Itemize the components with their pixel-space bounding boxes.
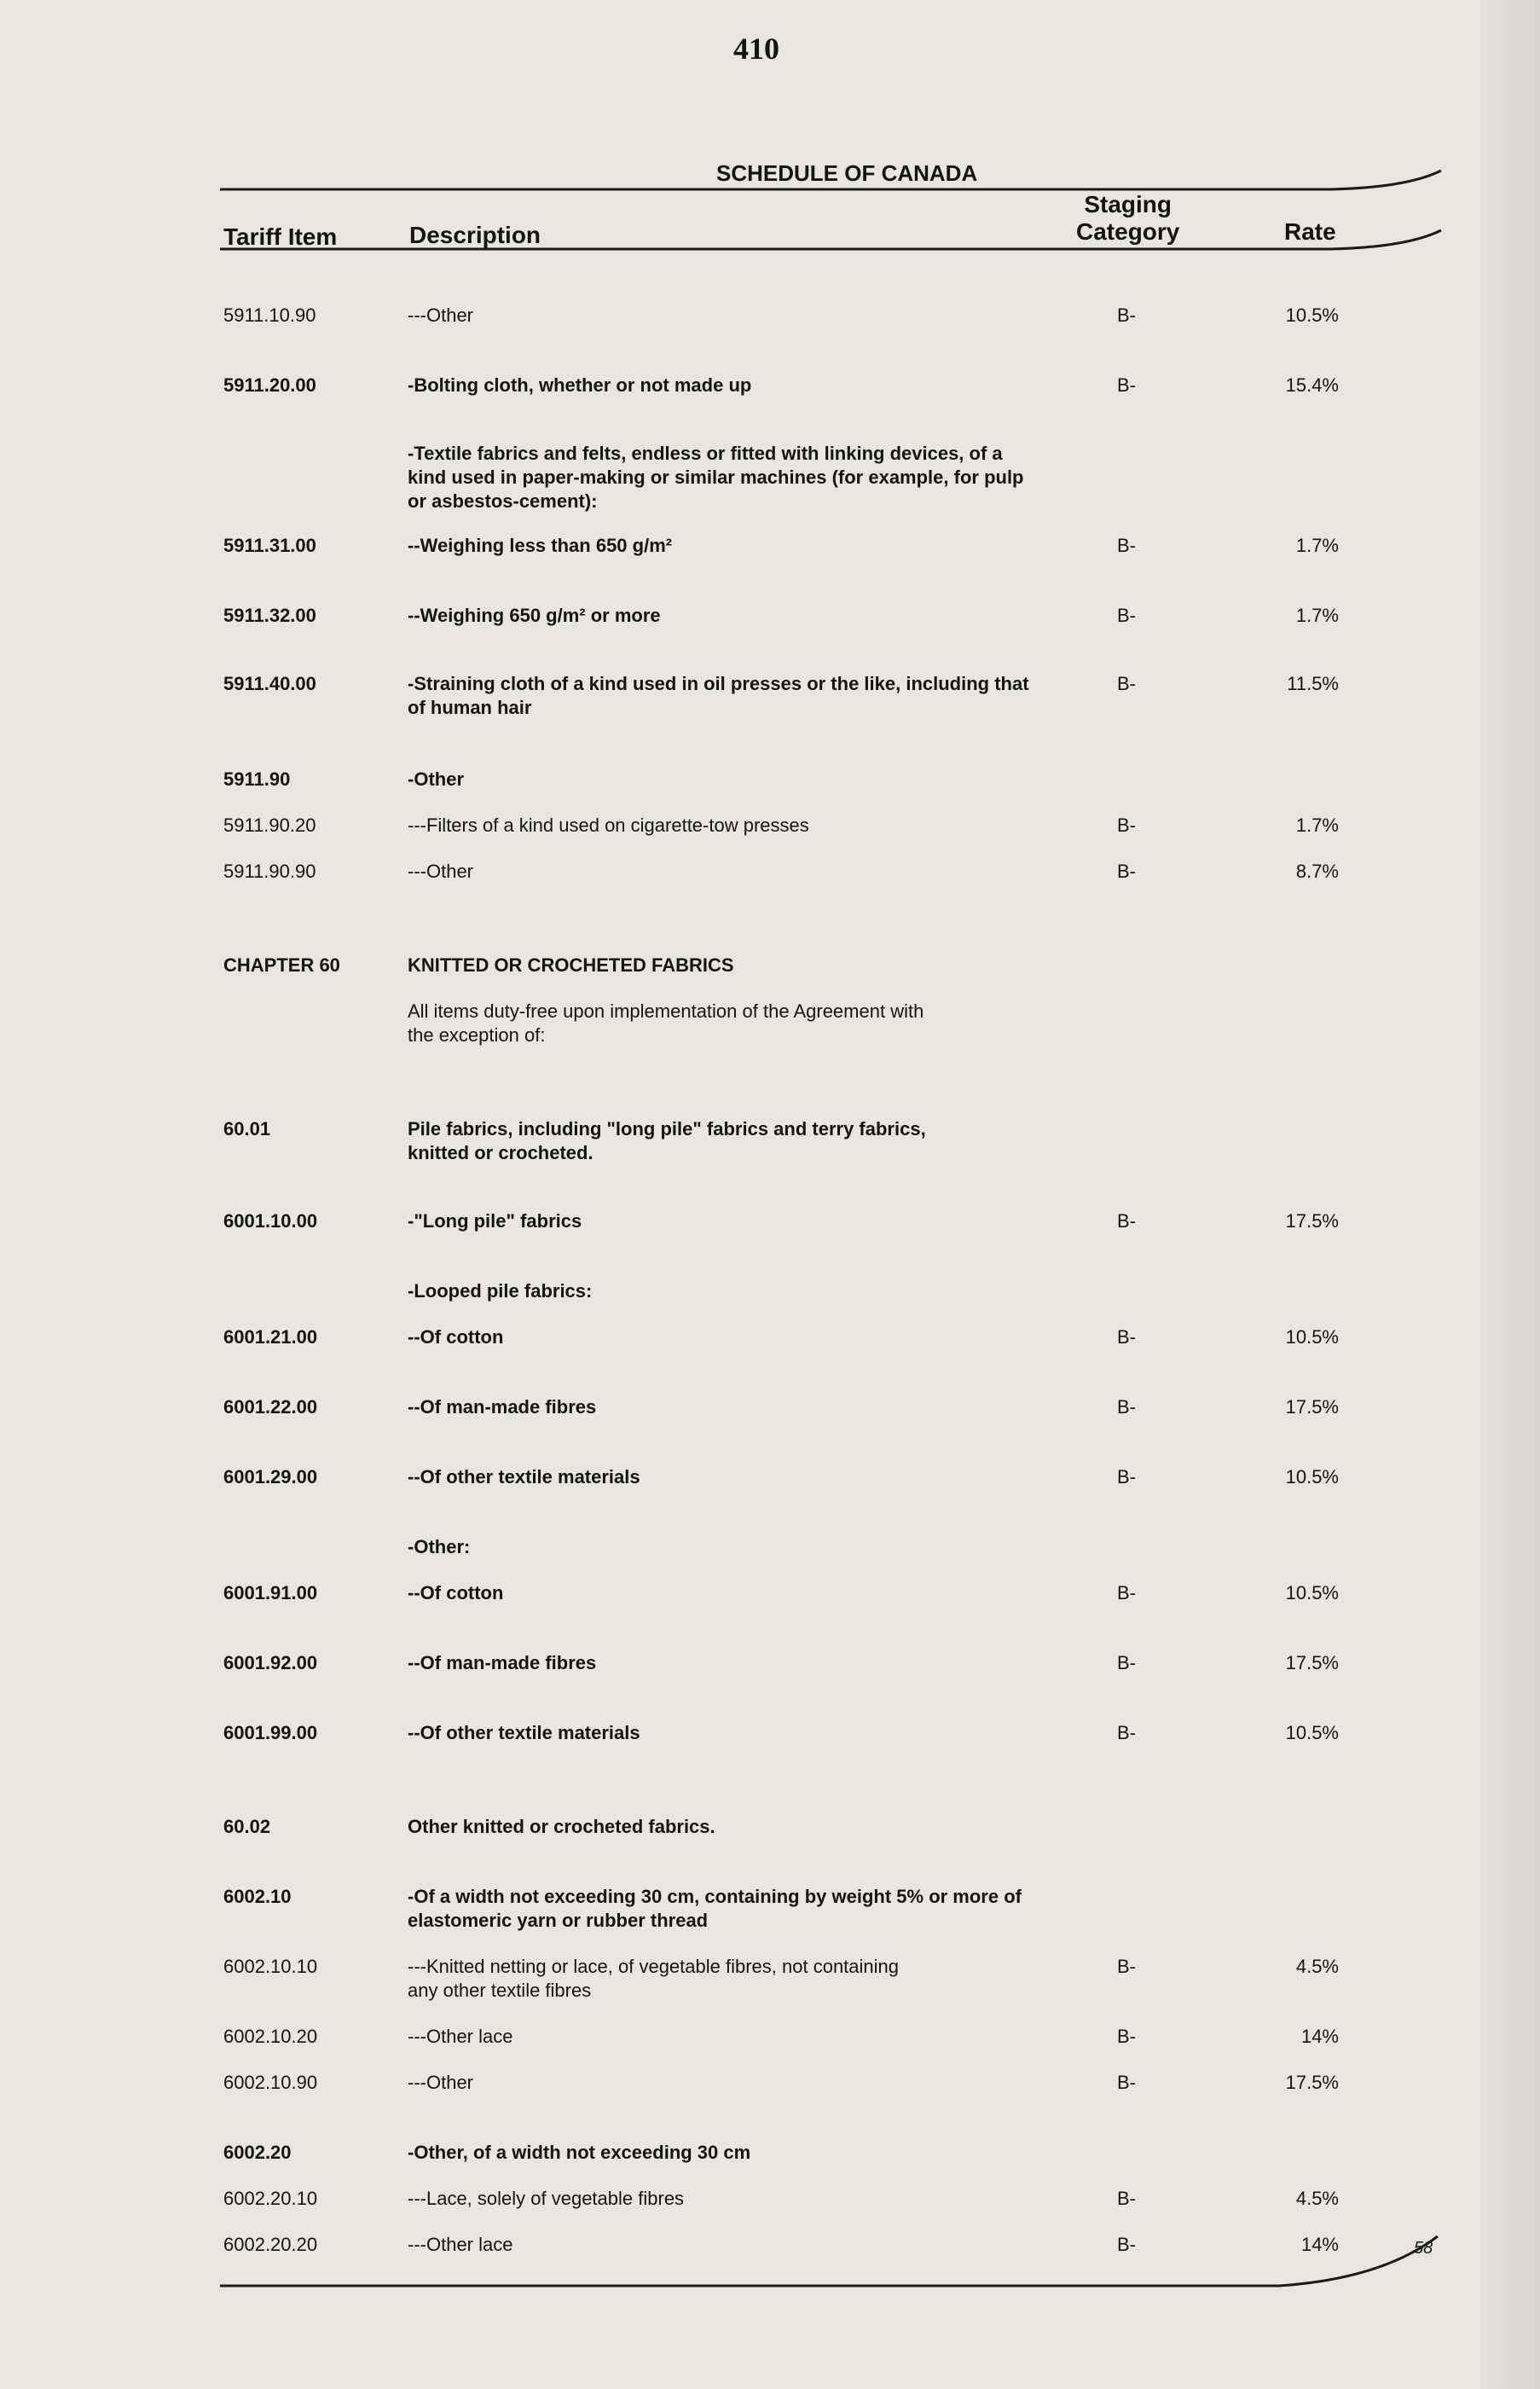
tariff-item: 6002.10.90 bbox=[223, 2072, 318, 2093]
tariff-item: 6001.92.00 bbox=[223, 1652, 318, 1673]
description: --Weighing less than 650 g/m² bbox=[408, 535, 673, 556]
staging-category: B- bbox=[1117, 535, 1136, 556]
tariff-item: 5911.40.00 bbox=[223, 673, 316, 694]
tariff-item: 6001.22.00 bbox=[223, 1396, 318, 1418]
staging-category: B- bbox=[1117, 2188, 1136, 2209]
description: -Textile fabrics and felts, endless or fitted with linking devices, of a kind used in paper-making or similar machines (for example, for pulp or asbestos-cement): bbox=[408, 443, 1024, 512]
staging-category: B- bbox=[1117, 1956, 1136, 1977]
page-number: 410 bbox=[733, 32, 779, 66]
schedule-title: SCHEDULE OF CANADA bbox=[716, 160, 978, 186]
staging-category: B- bbox=[1117, 1652, 1136, 1673]
rate: 10.5% bbox=[1285, 1722, 1339, 1743]
description: --Of other textile materials bbox=[408, 1466, 640, 1487]
table-row bbox=[0, 1885, 1540, 1936]
staging-category: B- bbox=[1117, 2026, 1136, 2047]
table-row bbox=[0, 1815, 1540, 1866]
table-row bbox=[0, 2233, 1540, 2284]
tariff-item: 5911.31.00 bbox=[223, 535, 316, 556]
rate: 4.5% bbox=[1295, 1956, 1339, 1977]
tariff-item: 5911.32.00 bbox=[223, 605, 316, 626]
header-staging-line2: Category bbox=[1076, 218, 1180, 245]
description: -Straining cloth of a kind used in oil presses or the like, including that of human hair bbox=[408, 673, 1029, 718]
table-row bbox=[0, 534, 1540, 585]
rate: 17.5% bbox=[1285, 1396, 1339, 1418]
description: ---Other bbox=[408, 2072, 473, 2093]
chapter-number: CHAPTER 60 bbox=[223, 954, 340, 976]
table-row bbox=[0, 860, 1540, 911]
rate: 4.5% bbox=[1295, 2188, 1339, 2209]
description: -Other bbox=[408, 768, 464, 790]
description: --Of other textile materials bbox=[408, 1722, 640, 1743]
table-row bbox=[0, 1279, 1540, 1331]
tariff-item: 6002.10.10 bbox=[223, 1956, 318, 1977]
description: -Other: bbox=[408, 1536, 471, 1557]
table-row bbox=[0, 1651, 1540, 1702]
rate: 15.4% bbox=[1285, 374, 1339, 396]
tariff-item: 5911.90.20 bbox=[223, 815, 316, 836]
staging-category: B- bbox=[1117, 304, 1136, 326]
table-row bbox=[0, 1721, 1540, 1772]
rate: 1.7% bbox=[1295, 535, 1339, 556]
page-reference: 58 bbox=[1414, 2239, 1433, 2258]
tariff-item: 60.02 bbox=[223, 1816, 271, 1837]
rate: 17.5% bbox=[1285, 1652, 1339, 1673]
description: -"Long pile" fabrics bbox=[408, 1210, 582, 1232]
description: ---Other bbox=[408, 861, 473, 882]
rate: 14% bbox=[1300, 2026, 1339, 2047]
description: --Of man-made fibres bbox=[408, 1396, 597, 1418]
tariff-item: 5911.10.90 bbox=[223, 304, 316, 326]
header-staging-category bbox=[1076, 191, 1179, 246]
header-staging-line1: Staging bbox=[1084, 191, 1172, 217]
tariff-item: 5911.90 bbox=[223, 768, 291, 790]
tariff-item: 6002.10.20 bbox=[223, 2026, 318, 2047]
table-row bbox=[0, 1395, 1540, 1447]
table-row bbox=[0, 1535, 1540, 1586]
staging-category: B- bbox=[1117, 1326, 1136, 1348]
description: Pile fabrics, including "long pile" fabrics and terry fabrics, knitted or crocheted. bbox=[408, 1118, 926, 1163]
chapter-title: KNITTED OR CROCHETED FABRICS bbox=[408, 954, 734, 976]
table-row bbox=[0, 1209, 1540, 1261]
description: ---Lace, solely of vegetable fibres bbox=[408, 2188, 685, 2209]
staging-category: B- bbox=[1117, 673, 1136, 694]
header-description: Description bbox=[409, 222, 541, 248]
description: -Bolting cloth, whether or not made up bbox=[408, 374, 752, 396]
rate: 17.5% bbox=[1285, 2072, 1339, 2093]
rate: 8.7% bbox=[1295, 861, 1339, 882]
tariff-item: 6001.99.00 bbox=[223, 1722, 318, 1743]
staging-category: B- bbox=[1117, 1466, 1136, 1487]
description: ---Other lace bbox=[408, 2234, 513, 2255]
table-row bbox=[0, 814, 1540, 865]
description: Other knitted or crocheted fabrics. bbox=[408, 1816, 715, 1837]
rate: 1.7% bbox=[1295, 605, 1339, 626]
description: ---Filters of a kind used on cigarette-tow presses bbox=[408, 815, 809, 836]
staging-category: B- bbox=[1117, 605, 1136, 626]
table-row bbox=[0, 1955, 1540, 2006]
rate: 10.5% bbox=[1285, 1582, 1339, 1603]
staging-category: B- bbox=[1117, 2234, 1136, 2255]
rate: 10.5% bbox=[1285, 304, 1339, 326]
chapter-note: All items duty-free upon implementation of the Agreement with the exception of: bbox=[408, 1000, 924, 1046]
tariff-item: 5911.20.00 bbox=[223, 374, 316, 396]
description: -Looped pile fabrics: bbox=[408, 1280, 593, 1302]
staging-category: B- bbox=[1117, 374, 1136, 396]
staging-category: B- bbox=[1117, 2072, 1136, 2093]
header-tariff-item: Tariff Item bbox=[223, 223, 338, 250]
staging-category: B- bbox=[1117, 1582, 1136, 1603]
table-row bbox=[0, 1000, 1540, 1051]
header-rate: Rate bbox=[1284, 218, 1336, 245]
description: ---Knitted netting or lace, of vegetable fibres, not containing any other textile fibres bbox=[408, 1956, 900, 2001]
tariff-item: 6002.20.20 bbox=[223, 2234, 318, 2255]
tariff-item: 5911.90.90 bbox=[223, 861, 316, 882]
table-row bbox=[0, 2071, 1540, 2122]
table-row bbox=[0, 2187, 1540, 2238]
description: -Of a width not exceeding 30 cm, containing by weight 5% or more of elastomeric yarn or rubber thread bbox=[408, 1886, 1022, 1931]
table-row bbox=[0, 1325, 1540, 1377]
table-row bbox=[0, 1117, 1540, 1168]
tariff-item: 6001.10.00 bbox=[223, 1210, 318, 1232]
description: --Of man-made fibres bbox=[408, 1652, 597, 1673]
table-row bbox=[0, 2141, 1540, 2192]
rate: 1.7% bbox=[1295, 815, 1339, 836]
table-row bbox=[0, 442, 1540, 519]
description: --Of cotton bbox=[408, 1326, 504, 1348]
rate: 14% bbox=[1300, 2234, 1339, 2255]
rate: 17.5% bbox=[1285, 1210, 1339, 1232]
staging-category: B- bbox=[1117, 1722, 1136, 1743]
staging-category: B- bbox=[1117, 1210, 1136, 1232]
table-row bbox=[0, 604, 1540, 655]
table-row bbox=[0, 672, 1540, 723]
description: ---Other lace bbox=[408, 2026, 513, 2047]
rate: 11.5% bbox=[1287, 673, 1339, 694]
staging-category: B- bbox=[1117, 1396, 1136, 1418]
table-row bbox=[0, 2025, 1540, 2076]
staging-category: B- bbox=[1117, 815, 1136, 836]
tariff-item: 60.01 bbox=[223, 1118, 271, 1139]
tariff-item: 6001.29.00 bbox=[223, 1466, 318, 1487]
rate: 10.5% bbox=[1285, 1326, 1339, 1348]
table-row bbox=[0, 1465, 1540, 1516]
description: -Other, of a width not exceeding 30 cm bbox=[408, 2142, 751, 2163]
table-row bbox=[0, 304, 1540, 355]
tariff-item: 6002.20 bbox=[223, 2142, 292, 2163]
staging-category: B- bbox=[1117, 861, 1136, 882]
tariff-item: 6001.21.00 bbox=[223, 1326, 318, 1348]
tariff-item: 6002.20.10 bbox=[223, 2188, 318, 2209]
table-row bbox=[0, 768, 1540, 819]
tariff-item: 6002.10 bbox=[223, 1886, 292, 1907]
tariff-item: 6001.91.00 bbox=[223, 1582, 318, 1603]
table-row bbox=[0, 954, 1540, 1005]
description: --Weighing 650 g/m² or more bbox=[408, 605, 661, 626]
description: ---Other bbox=[408, 304, 473, 326]
table-row bbox=[0, 1581, 1540, 1632]
rate: 10.5% bbox=[1285, 1466, 1339, 1487]
description: --Of cotton bbox=[408, 1582, 504, 1603]
table-row bbox=[0, 374, 1540, 425]
